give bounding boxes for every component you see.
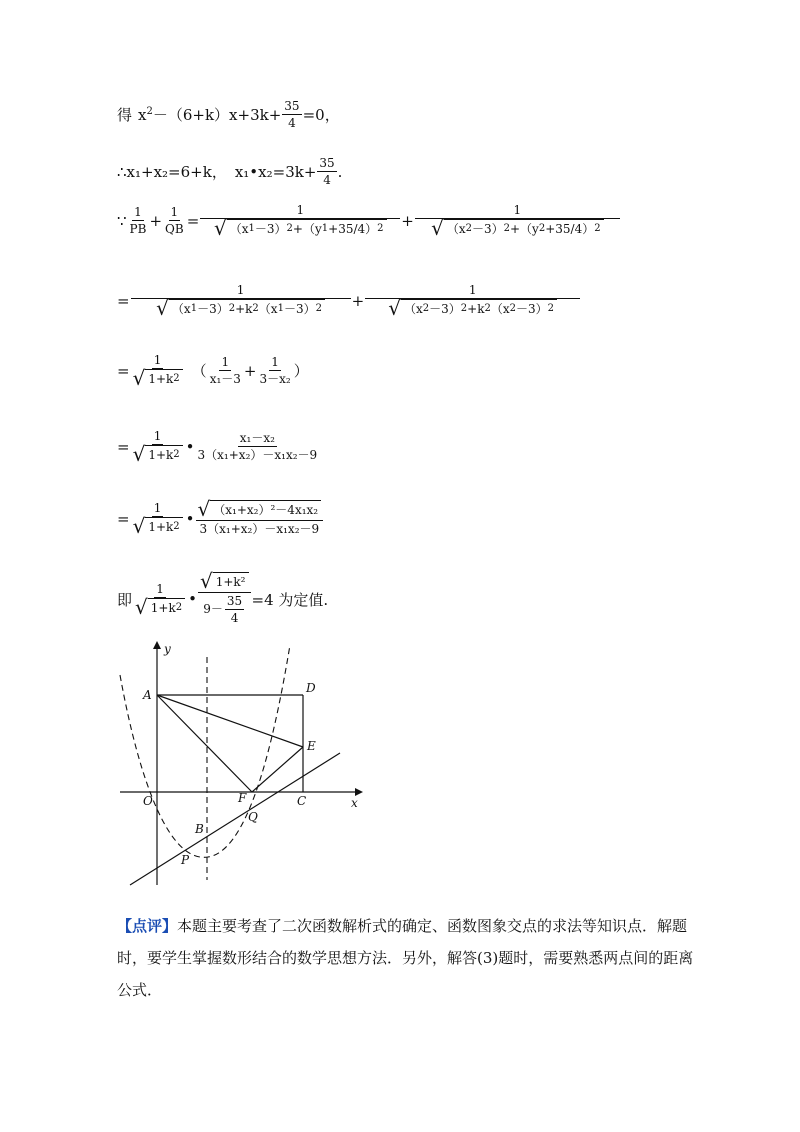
equation-line-6: = 1 √ 1+k 2 • $\frac{\text{x₁－x₂}}{\text{3（x₁+x₂）－x₁x₂－9}}$ [117, 429, 318, 466]
equation-line-1 [117, 98, 340, 131]
frac-difference: $\frac{\text{x₁－x₂}}{\text{3（x₁+x₂）－x₁x₂－9}}$ [197, 431, 318, 462]
frac-1-pb: $\frac{1}{PB}$ [129, 205, 147, 236]
segment-ae [157, 695, 303, 747]
equation-line-2 [117, 155, 342, 188]
label-a: A [143, 688, 152, 702]
label-b: B [195, 822, 204, 836]
equation-line-7: = 1 √ 1+k 2 • √ （x₁+x₂）²－4x₁x₂ 3（x₁+x₂）－x₁x₂－9 [117, 500, 324, 537]
frac-sqrt-k-3: 1 √ 1+k 2 [131, 500, 185, 537]
frac-discriminant: √ （x₁+x₂）²－4x₁x₂ 3（x₁+x₂）－x₁x₂－9 [196, 500, 324, 537]
label-q: Q [248, 810, 258, 824]
frac-k-p: 1 √ （x 1 －3） 2 +k 2 （x 1 －3） 2 [131, 282, 351, 319]
line2-end: . [337, 162, 343, 181]
equation-line-8: 即 1 √ 1+k 2 • √ 1+k² 9－ $\frac{35}{4}$ =4 为定值. [117, 569, 329, 625]
equation-line-5: = 1 √ 1+k 2 （ $\frac{1}{\text{x₁－3}}$ + $\frac{1}{\text{3－x₂}}$ ） [117, 353, 309, 390]
frac-x1: $\frac{1}{\text{x₁－3}}$ [209, 355, 241, 386]
segment-af [157, 695, 252, 792]
commentary-tag: 【点评】 [117, 917, 178, 935]
frac-k-q: 1 √ （x 2 －3） 2 +k 2 （x 2 －3） 2 [365, 282, 580, 319]
label-p: P [181, 853, 190, 867]
line1-fraction: $\frac{35}{4}$ [284, 99, 300, 130]
line2-sum: ∴x₁+x₂=6+k， [117, 163, 227, 181]
frac-x2: $\frac{1}{\text{3－x₂}}$ [259, 355, 291, 386]
line8-end: =4 为定值. [251, 590, 329, 609]
label-e: E [307, 739, 316, 753]
line1-prefix: 得 [117, 106, 133, 124]
label-x: x [351, 796, 358, 810]
y-axis-arrow [153, 641, 161, 649]
line1-mid: －（6+k）x+3k+ [152, 106, 282, 124]
frac-final-left: 1 √ 1+k 2 [133, 581, 187, 618]
x-axis-arrow [355, 788, 363, 796]
line2-product: x₁•x₂=3k+ [234, 162, 317, 181]
equation-line-3: ∵ $\frac{1}{PB}$ + $\frac{1}{QB}$ = 1 √ （x 1 －3） 2 +（y 1 +35/4） 2 + 1 √ （x 2 －3） 2 +（y 2 +35/4） 2 [117, 202, 621, 239]
label-c: C [297, 794, 307, 808]
dashed-parabola [120, 645, 290, 857]
segment-fe [252, 747, 303, 792]
frac-sqrt-k: 1 √ 1+k 2 [131, 352, 185, 389]
label-y: y [164, 642, 171, 656]
frac-final-right: √ 1+k² 9－ $\frac{35}{4}$ [198, 572, 251, 626]
label-d: D [306, 681, 316, 695]
commentary-paragraph [117, 910, 707, 1006]
because-symbol: ∵ [117, 211, 127, 230]
frac-1-qb: $\frac{1}{QB}$ [165, 205, 184, 236]
line1-x: $x^2$ [138, 105, 153, 124]
label-o: O [143, 794, 153, 808]
line8-prefix: 即 [117, 590, 133, 609]
frac-distance-q: 1 √ （x 2 －3） 2 +（y 2 +35/4） 2 [415, 202, 620, 239]
line1-end: =0， [302, 106, 340, 124]
line2-fraction: $\frac{35}{4}$ [319, 156, 335, 187]
equation-line-4: = 1 √ （x 1 －3） 2 +k 2 （x 1 －3） 2 + 1 √ （x 2 －3） 2 +k 2 （x 2 －3） 2 [117, 282, 581, 319]
geometry-figure [110, 635, 370, 895]
commentary-text: 本题主要考查了二次函数解析式的确定、函数图象交点的求法等知识点．解题时，要学生掌握数形结合的数学思想方法．另外，解答(3)题时，需要熟悉两点间的距离公式． [117, 917, 694, 999]
frac-distance-p: 1 √ （x 1 －3） 2 +（y 1 +35/4） 2 [200, 202, 400, 239]
frac-sqrt-k-2: 1 √ 1+k 2 [131, 428, 185, 465]
label-f: F [238, 791, 247, 805]
